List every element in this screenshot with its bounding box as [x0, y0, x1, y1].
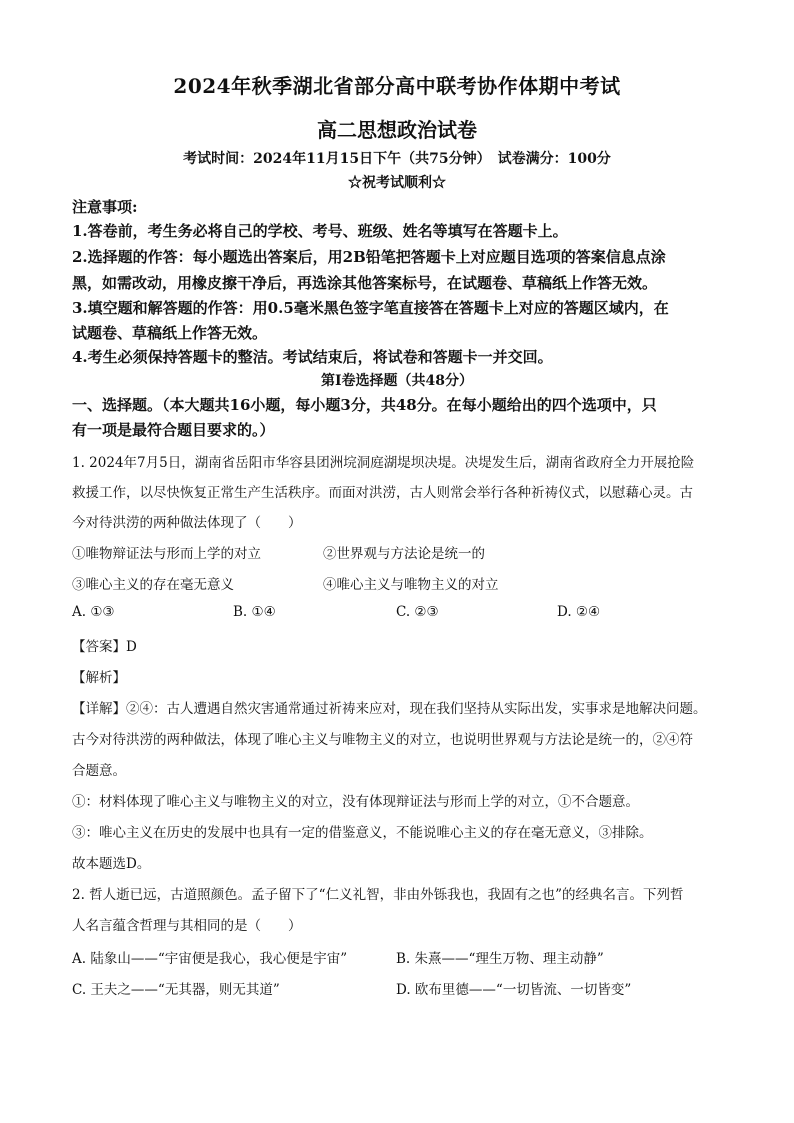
section-intro: 有一项是最符合题目要求的。）: [72, 421, 275, 439]
notice-line: 4.考生必须保持答题卡的整洁。考试结束后，将试卷和答题卡一并交回。: [72, 348, 553, 366]
exam-subtitle: 高二思想政治试卷: [317, 118, 477, 142]
q1-stem-line: 救援工作，以尽快恢复正常生产生活秩序。而面对洪涝，古人则常会举行各种祈祷仪式，以慰藉心灵。古: [72, 485, 693, 501]
notice-line: 试题卷、草稿纸上作答无效。: [72, 324, 268, 342]
notice-line: 黑，如需改动，用橡皮擦干净后，再选涂其他答案标号，在试题卷、草稿纸上作答无效。: [72, 274, 658, 292]
exam-info: 考试时间：2024年11月15日下午（共75分钟） 试卷满分：100分: [183, 151, 611, 167]
detail-label: 【详解】: [72, 701, 126, 717]
q1-detail-line: 故本题选D。: [72, 856, 151, 872]
q1-option-c: C. ②③: [396, 604, 439, 620]
answer-label: 【答案】: [72, 639, 126, 655]
q1-statement: ①唯物辩证法与形而上学的对立: [72, 546, 261, 562]
q2-stem-line: 2. 哲人逝已远，古道照颜色。孟子留下了“仁义礼智，非由外铄我也，我固有之也”的经典名言。下列哲: [72, 887, 684, 903]
detail-text: ②④：古人遭遇自然灾害通常通过祈祷来应对，现在我们坚持从实际出发，实事求是地解决问题。: [126, 701, 707, 717]
q1-option-d: D. ②④: [557, 604, 601, 620]
q1-option-a: A. ①③: [72, 604, 115, 620]
q1-detail-line: 合题意。: [72, 763, 126, 779]
notice-line: 2.选择题的作答：每小题选出答案后，用2B铅笔把答题卡上对应题目选项的答案信息点涂: [72, 248, 666, 266]
exam-wish: ☆祝考试顺利☆: [348, 175, 446, 191]
notice-heading: 注意事项:: [72, 198, 138, 216]
q1-statement: ②世界观与方法论是统一的: [323, 546, 485, 562]
q1-answer: [72, 635, 137, 655]
q1-statement: ③唯心主义的存在毫无意义: [72, 577, 234, 593]
answer-value: D: [126, 639, 137, 655]
notice-line: 3.填空题和解答题的作答：用0.5毫米黑色签字笔直接答在答题卡上对应的答题区域内，在: [72, 299, 669, 317]
q1-statement: ④唯心主义与唯物主义的对立: [323, 577, 499, 593]
q2-option-a: A. 陆象山——“宇宙便是我心，我心便是宇宙”: [72, 951, 348, 967]
section-intro: 一、选择题。（本大题共16小题，每小题3分，共48分。在每小题给出的四个选项中，只: [72, 396, 657, 414]
q1-stem-line: 今对待洪涝的两种做法体现了（ ）: [72, 515, 302, 531]
q1-detail-line: ①：材料体现了唯心主义与唯物主义的对立，没有体现辩证法与形而上学的对立，①不合题意。: [72, 794, 639, 810]
q1-stem-line: 1. 2024年7月5日，湖南省岳阳市华容县团洲垸洞庭湖堤坝决堤。决堤发生后，湖南省政府全力开展抢险: [72, 455, 695, 471]
q2-stem-line: 人名言蕴含哲理与其相同的是（ ）: [72, 918, 302, 934]
q2-option-b: B. 朱熹——“理生万物、理主动静”: [396, 951, 604, 967]
q2-option-d: D. 欧布里德——“一切皆流、一切皆变”: [396, 982, 632, 998]
notice-line: 1.答卷前，考生务必将自己的学校、考号、班级、姓名等填写在答题卡上。: [72, 222, 568, 240]
q1-analysis-label: 【解析】: [72, 670, 126, 686]
q1-detail-line: 古今对待洪涝的两种做法，体现了唯心主义与唯物主义的对立，也说明世界观与方法论是统一的，②④符: [72, 732, 693, 748]
section-title: 第Ⅰ卷选择题（共48分）: [320, 373, 474, 389]
q1-detail-line: [72, 697, 707, 717]
q1-option-b: B. ①④: [233, 604, 276, 620]
q1-detail-line: ③：唯心主义在历史的发展中也具有一定的借鉴意义，不能说唯心主义的存在毫无意义，③排除。: [72, 825, 653, 841]
exam-title: 2024年秋季湖北省部分高中联考协作体期中考试: [173, 74, 621, 98]
q2-option-c: C. 王夫之——“无其器，则无其道”: [72, 982, 280, 998]
